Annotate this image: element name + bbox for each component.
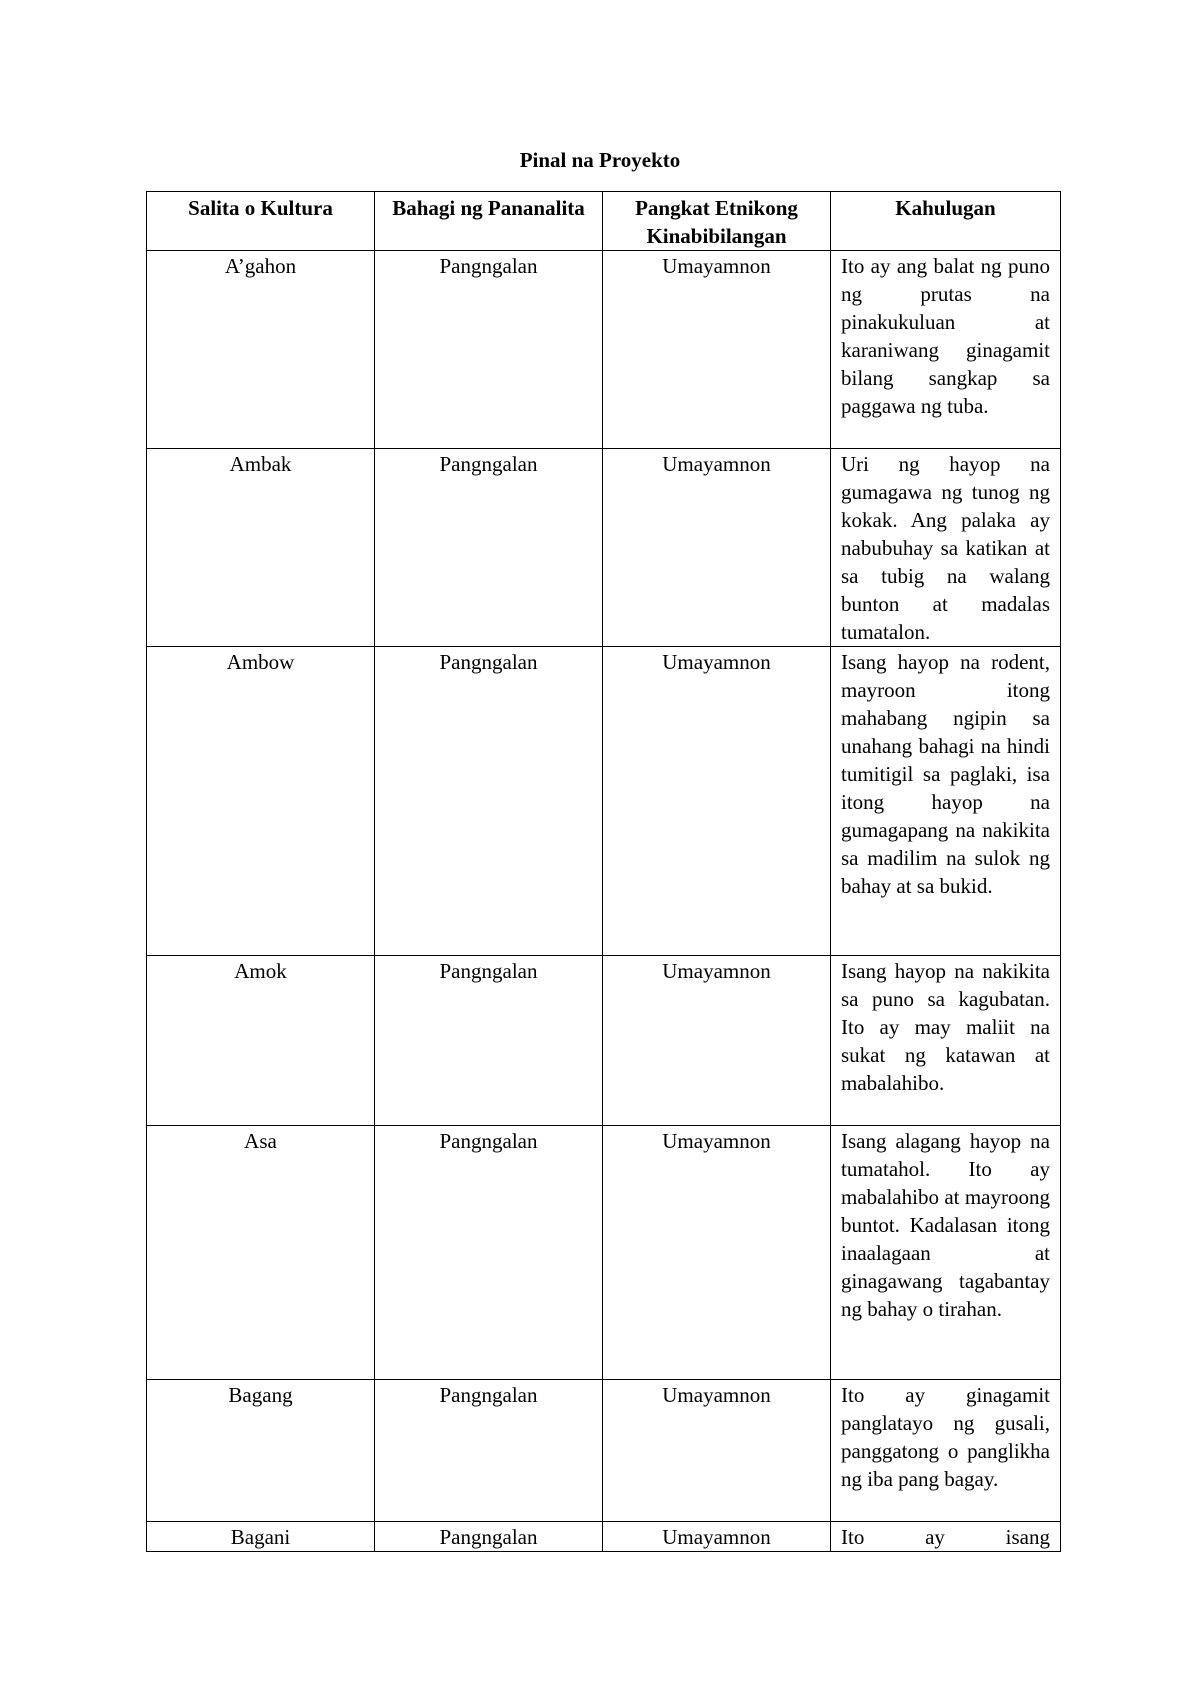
cell-meaning: Uri ng hayop na gumagawa ng tunog ng kokak. Ang palaka ay nabubuhay sa katikan at sa tubig na walang bunton at madalas tumatalon. bbox=[831, 449, 1061, 647]
cell-meaning: Isang hayop na rodent, mayroon itong mahabang ngipin sa unahang bahagi na hindi tumitigil sa paglaki, isa itong hayop na gumagapang na nakikita sa madilim na sulok ng bahay at sa bukid. bbox=[831, 647, 1061, 956]
cell-meaning: Isang alagang hayop na tumatahol. Ito ay mabalahibo at mayroong buntot. Kadalasan itong inaalagaan at ginagawang tagabantay ng bahay o tirahan. bbox=[831, 1126, 1061, 1380]
cell-part-of-speech: Pangngalan bbox=[375, 251, 603, 449]
table-row bbox=[147, 449, 1061, 647]
cell-part-of-speech: Pangngalan bbox=[375, 449, 603, 647]
cell-ethnic-group: Umayamnon bbox=[603, 647, 831, 956]
cell-word: Amok bbox=[147, 956, 375, 1126]
cell-meaning: Ito ay isang bbox=[831, 1522, 1061, 1552]
table-row bbox=[147, 1380, 1061, 1522]
cell-part-of-speech: Pangngalan bbox=[375, 1126, 603, 1380]
cell-word: Bagang bbox=[147, 1380, 375, 1522]
table-row bbox=[147, 1126, 1061, 1380]
header-part-of-speech: Bahagi ng Pananalita bbox=[375, 192, 603, 251]
cell-part-of-speech: Pangngalan bbox=[375, 647, 603, 956]
cell-meaning: Ito ay ginagamit panglatayo ng gusali, panggatong o panglikha ng iba pang bagay. bbox=[831, 1380, 1061, 1522]
cell-part-of-speech: Pangngalan bbox=[375, 956, 603, 1126]
cell-word: Ambow bbox=[147, 647, 375, 956]
cell-ethnic-group: Umayamnon bbox=[603, 1522, 831, 1552]
header-ethnic-group: Pangkat Etnikong Kinabibilangan bbox=[603, 192, 831, 251]
table-row bbox=[147, 251, 1061, 449]
cell-ethnic-group: Umayamnon bbox=[603, 956, 831, 1126]
table-row bbox=[147, 1522, 1061, 1552]
cell-ethnic-group: Umayamnon bbox=[603, 1126, 831, 1380]
cell-ethnic-group: Umayamnon bbox=[603, 1380, 831, 1522]
cell-word: A’gahon bbox=[147, 251, 375, 449]
cell-part-of-speech: Pangngalan bbox=[375, 1522, 603, 1552]
cell-ethnic-group: Umayamnon bbox=[603, 449, 831, 647]
header-meaning: Kahulugan bbox=[831, 192, 1061, 251]
cell-word: Bagani bbox=[147, 1522, 375, 1552]
table-row bbox=[147, 956, 1061, 1126]
table-row bbox=[147, 647, 1061, 956]
cell-meaning: Ito ay ang balat ng puno ng prutas na pinakukuluan at karaniwang ginagamit bilang sangkap sa paggawa ng tuba. bbox=[831, 251, 1061, 449]
cell-meaning: Isang hayop na nakikita sa puno sa kagubatan. Ito ay may maliit na sukat ng katawan at mabalahibo. bbox=[831, 956, 1061, 1126]
cell-ethnic-group: Umayamnon bbox=[603, 251, 831, 449]
table-header-row bbox=[147, 192, 1061, 251]
cell-word: Asa bbox=[147, 1126, 375, 1380]
header-word: Salita o Kultura bbox=[147, 192, 375, 251]
cell-part-of-speech: Pangngalan bbox=[375, 1380, 603, 1522]
page-title: Pinal na Proyekto bbox=[519, 148, 681, 172]
vocabulary-table bbox=[146, 191, 1061, 1552]
cell-word: Ambak bbox=[147, 449, 375, 647]
